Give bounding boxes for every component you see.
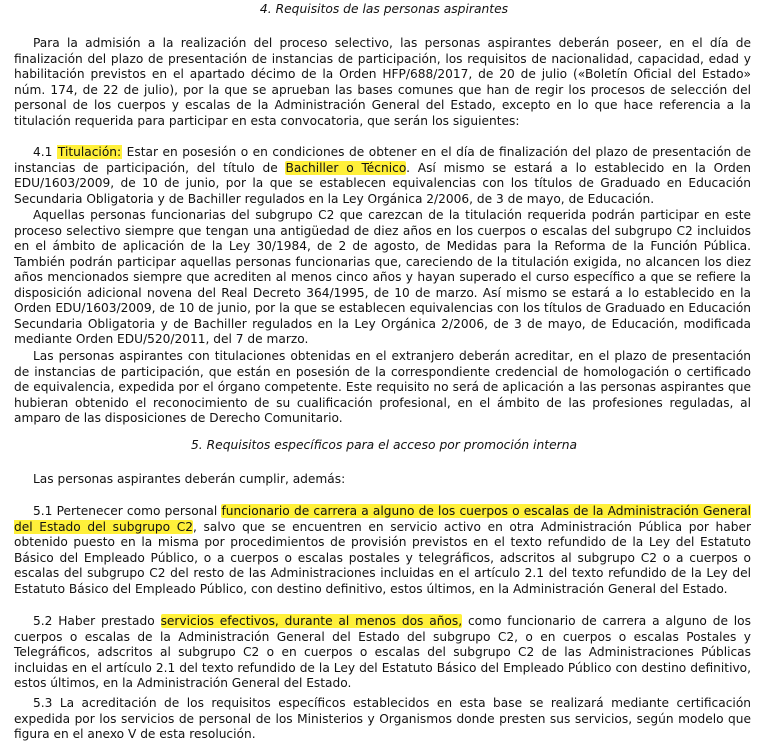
- item-5-1-text-b: , salvo que se encuentren en servicio activo en otra Administración Pública por haber obtenido puesto en la misma por procedimientos de provisión previstos en el texto refundido de la Ley del Estatuto Básico del Empleado Público, o a cuerpos o escalas postales y telegráficos, adscritos al subgrupo C2 o a cuerpos o escalas del subgrupo C2 del resto de las Administraciones incluidas en el artículo 2.1 del texto refundido de la Ley del Estatuto Básico del Empleado Público, con destino definitivo, estos últimos, en la Administración General del Estado.: [14, 519, 751, 596]
- item-4-1-text-b: . Así mismo se estará a lo establecido en la Orden EDU/1603/2009, de 10 de junio, por la que se establecen equivalencias con los títulos de Graduado en Educación Secundaria Obligatoria y de Bachiller regulados en la Ley Orgánica 2/2006, de 3 de mayo, de Educación.: [14, 160, 752, 206]
- item-5-1-number: 5.1: [33, 504, 53, 518]
- section-4-heading: 4. Requisitos de las personas aspirantes: [259, 2, 509, 16]
- item-5-1-text-a: Pertenecer como personal: [56, 504, 222, 518]
- extranjero-paragraph: Las personas aspirantes con titulaciones obtenidas en el extranjero deberán acreditar, en el plazo de presentación de instancias de participación, que están en posesión de la correspondiente credencial de homologación o certificado de equivalencia, expedida por el órgano competente. Este requisito no será de aplicación a las personas aspirantes que hubieran obtenido el reconocimiento de su cualificación profesional, en el ámbito de las profesiones reguladas, al amparo de las disposiciones de Derecho Comunitario.: [14, 349, 751, 426]
- item-4-1-text-a: Estar en posesión o en condiciones de obtener en el día de finalización del plazo de presentación de instancias de participación, del título de: [14, 145, 752, 175]
- item-4-1-number: 4.1: [33, 145, 53, 159]
- servicios-highlight: servicios efectivos, durante al menos dos años,: [160, 614, 463, 628]
- funcionario-highlight: funcionario de carrera a alguno de los cuerpos o escalas de la Administración General del Estado del subgrupo C2: [14, 504, 751, 534]
- item-5-2: [14, 614, 751, 692]
- section-4-intro: Para la admisión a la realización del proceso selectivo, las personas aspirantes deberán poseer, en el día de finalización del plazo de presentación de instancias de participación, los requisitos de nacionalidad, capacidad, edad y habilitación previstos en el apartado décimo de la Orden HFP/688/2017, de 20 de julio («Boletín Oficial del Estado» núm. 174, de 22 de julio), por la que se aprueban las bases comunes que han de regir los procesos de selección del personal de los cuerpos y escalas de la Administración General del Estado, excepto en lo que hace referencia a la titulación requerida para participar en esta convocatoria, que serán los siguientes:: [14, 36, 751, 128]
- titulacion-label-highlight: Titulación:: [57, 145, 122, 159]
- c2-paragraph: Aquellas personas funcionarias del subgrupo C2 que carezcan de la titulación requerida podrán participar en este proceso selectivo siempre que tengan una antigüedad de diez años en los cuerpos o escalas del subgrupo C2 incluidos en el ámbito de aplicación de la Ley 30/1984, de 2 de agosto, de Medidas para la Reforma de la Función Pública. También podrán participar aquellas personas funcionarias que, careciendo de la titulación exigida, no alcancen los diez años mencionados siempre que acrediten al menos cinco años y hayan superado el curso específico a que se refiere la disposición adicional novena del Real Decreto 364/1995, de 10 de marzo. Así mismo se estará a lo establecido en la Orden EDU/1603/2009, de 10 de junio, por la que se establecen equivalencias con los títulos de Graduado en Educación Secundaria Obligatoria y de Bachiller regulados en la Ley Orgánica 2/2006, de 3 de mayo, de Educación, modificada mediante Orden EDU/520/2011, del 7 de marzo.: [14, 208, 751, 347]
- item-5-2-text-b: como funcionario de carrera a alguno de los cuerpos o escalas de la Administración General del Estado del subgrupo C2, o en cuerpos o escalas Postales y Telegráficos, adscritos al subgrupo C2 o en cuerpos o escalas del subgrupo C2 de las Administraciones Públicas incluidas en el artículo 2.1 del texto refundido de la Ley del Estatuto Básico del Empleado Público con destino definitivo, estos últimos, en la Administración General del Estado.: [14, 614, 751, 691]
- item-5-2-number: 5.2: [33, 614, 53, 628]
- section-5-intro: Las personas aspirantes deberán cumplir, además:: [33, 472, 346, 486]
- item-5-1: [14, 504, 751, 597]
- item-5-3-number: 5.3: [33, 696, 53, 710]
- item-5-3: [14, 696, 751, 743]
- bachiller-highlight: Bachiller o Técnico: [285, 160, 407, 175]
- item-5-3-text: La acreditación de los requisitos específicos establecidos en esta base se realizará mediante certificación expedida por los servicios de personal de los Ministerios y Organismos donde presten sus servicios, según modelo que figura en el anexo V de esta resolución.: [14, 696, 751, 742]
- item-4-1: [14, 145, 751, 207]
- section-5-heading: 5. Requisitos específicos para el acceso por promoción interna: [190, 438, 578, 452]
- item-5-2-text-a: Haber prestado: [58, 614, 161, 628]
